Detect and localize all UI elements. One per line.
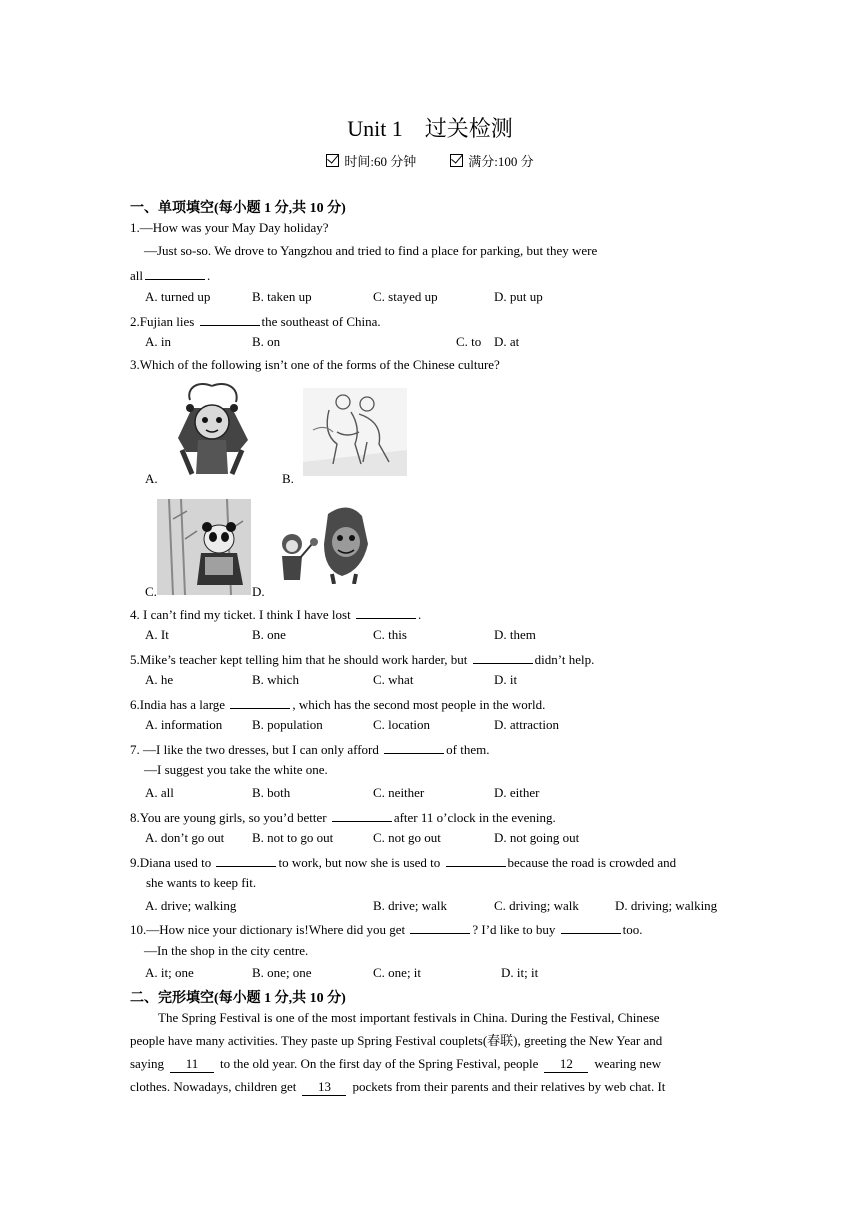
option-a: A.	[145, 471, 158, 486]
score-label: 满分:100 分	[468, 154, 534, 169]
answer-blank[interactable]	[356, 605, 416, 619]
question-stem: 2.Fujian lies the southeast of China.	[130, 314, 381, 329]
panda-image	[157, 499, 251, 595]
answer-blank[interactable]	[200, 312, 260, 326]
option-d: D. them	[494, 627, 536, 642]
answer-blank[interactable]	[230, 695, 290, 709]
option-c: C. driving; walk	[494, 898, 579, 913]
checkbox-icon	[450, 154, 463, 167]
option-a: A. he	[145, 672, 174, 687]
option-a: A. It	[145, 627, 169, 642]
question-stem: —I suggest you take the white one.	[144, 762, 328, 777]
option-a: A. turned up	[145, 289, 211, 304]
question-stem: 10.—How nice your dictionary is!Where did you get ? I’d like to buy too.	[130, 922, 643, 937]
cloze-blank-12[interactable]: 12	[544, 1056, 588, 1073]
option-d: D. driving; walking	[615, 898, 718, 913]
option-c: C. one; it	[373, 965, 422, 980]
option-d: D. attraction	[494, 717, 559, 732]
question-stem: 7. —I like the two dresses, but I can only afford of them.	[130, 742, 490, 757]
option-d: D. not going out	[494, 830, 580, 845]
option-b: B. both	[252, 785, 291, 800]
question-stem: 5.Mike’s teacher kept telling him that he should work harder, but didn’t help.	[130, 652, 595, 667]
option-b: B. which	[252, 672, 299, 687]
option-c: C. neither	[373, 785, 425, 800]
option-b: B. on	[252, 334, 281, 349]
passage-line: people have many activities. They paste up Spring Festival couplets(春联), greeting the New Year and	[130, 1033, 663, 1048]
question-stem: she wants to keep fit.	[146, 875, 257, 890]
cloze-blank-13[interactable]: 13	[302, 1079, 346, 1096]
answer-blank[interactable]	[332, 808, 392, 822]
option-a: A. drive; walking	[145, 898, 237, 913]
answer-blank[interactable]	[145, 266, 205, 280]
option-b: B. drive; walk	[373, 898, 448, 913]
sumo-image	[303, 388, 407, 476]
question-stem: 8.You are young girls, so you’d better after 11 o’clock in the evening.	[130, 810, 556, 825]
question-stem: 4. I can’t find my ticket. I think I have lost .	[130, 607, 422, 622]
question-stem: 3.Which of the following isn’t one of the forms of the Chinese culture?	[130, 357, 500, 372]
section-heading: 二、完形填空(每小题 1 分,共 10 分)	[130, 991, 346, 1006]
option-d: D. it; it	[501, 965, 539, 980]
passage-line: The Spring Festival is one of the most important festivals in China. During the Festival, Chinese	[158, 1010, 660, 1025]
page-title: Unit 1 过关检测	[347, 116, 513, 141]
option-b: B. not to go out	[252, 830, 334, 845]
exam-info	[0, 151, 860, 170]
option-c: C. to	[456, 334, 482, 349]
question-stem: 6.India has a large , which has the second most people in the world.	[130, 697, 546, 712]
option-b: B. one; one	[252, 965, 312, 980]
score-info	[450, 151, 533, 170]
answer-blank[interactable]	[410, 920, 470, 934]
answer-blank[interactable]	[561, 920, 621, 934]
answer-blank[interactable]	[446, 853, 506, 867]
option-c: C.	[145, 584, 157, 599]
option-b: B.	[282, 471, 294, 486]
option-c: C. not go out	[373, 830, 441, 845]
section-heading: 一、单项填空(每小题 1 分,共 10 分)	[130, 201, 346, 216]
option-d: D. it	[494, 672, 518, 687]
question-stem: —In the shop in the city centre.	[144, 943, 309, 958]
option-d: D. at	[494, 334, 520, 349]
option-a: A. all	[145, 785, 174, 800]
question-stem: —Just so-so. We drove to Yangzhou and tried to find a place for parking, but they were	[144, 243, 598, 258]
time-info	[326, 151, 416, 170]
option-c: C. what	[373, 672, 414, 687]
option-a: A. in	[145, 334, 171, 349]
option-b: B. population	[252, 717, 323, 732]
opera-mask-image	[168, 378, 256, 478]
option-d: D. either	[494, 785, 540, 800]
option-b: B. taken up	[252, 289, 312, 304]
passage-line: saying 11 to the old year. On the first day of the Spring Festival, people 12 wearing new	[130, 1056, 662, 1071]
passage-line: clothes. Nowadays, children get 13 pockets from their parents and their relatives by web chat. It	[130, 1079, 666, 1094]
option-a: A. don’t go out	[145, 830, 225, 845]
answer-blank[interactable]	[216, 853, 276, 867]
question-stem: all .	[130, 268, 211, 283]
option-c: C. this	[373, 627, 407, 642]
lion-dance-image	[272, 500, 372, 584]
answer-blank[interactable]	[384, 740, 444, 754]
option-c: C. location	[373, 717, 431, 732]
cloze-blank-11[interactable]: 11	[170, 1056, 214, 1073]
option-c: C. stayed up	[373, 289, 438, 304]
checkbox-icon	[326, 154, 339, 167]
option-a: A. it; one	[145, 965, 194, 980]
option-b: B. one	[252, 627, 286, 642]
question-stem: 1.—How was your May Day holiday?	[130, 220, 329, 235]
option-d: D.	[252, 584, 265, 599]
option-d: D. put up	[494, 289, 543, 304]
answer-blank[interactable]	[473, 650, 533, 664]
option-a: A. information	[145, 717, 223, 732]
question-stem: 9.Diana used to to work, but now she is used to because the road is crowded and	[130, 855, 677, 870]
time-label: 时间:60 分钟	[344, 154, 417, 169]
